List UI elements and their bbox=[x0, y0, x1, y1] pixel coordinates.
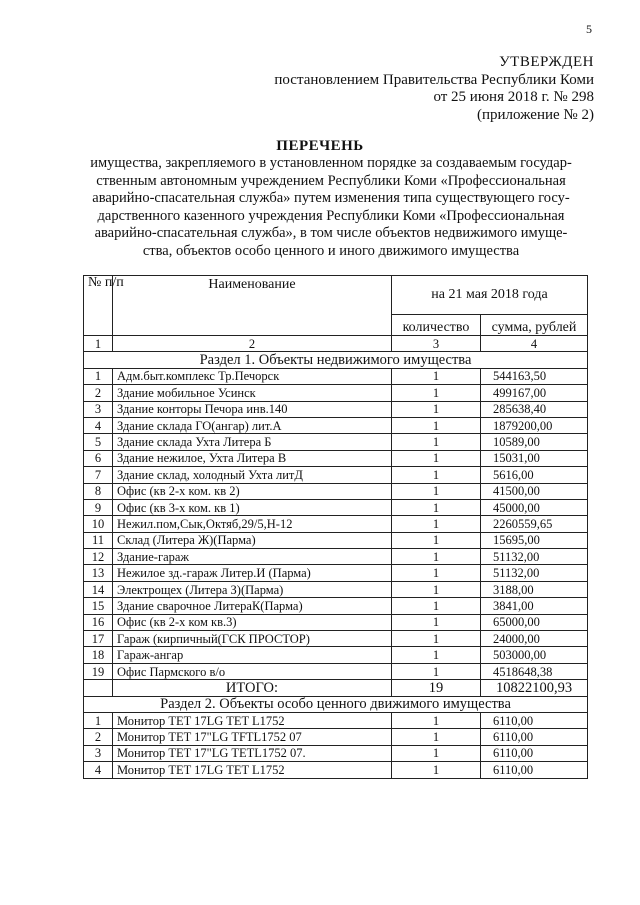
row-name: Монитор TET 17"LG TETL1752 07. bbox=[113, 745, 392, 761]
row-qty: 1 bbox=[392, 417, 481, 433]
row-sum: 51132,00 bbox=[481, 565, 588, 581]
row-name: Офис (кв 3-х ком. кв 1) bbox=[113, 499, 392, 515]
property-table-body bbox=[84, 276, 588, 779]
column-number: 1 bbox=[84, 336, 113, 352]
table-row bbox=[84, 385, 588, 401]
row-name: Здание склад, холодный Ухта литД bbox=[113, 467, 392, 483]
header-sum: сумма, рублей bbox=[481, 315, 588, 336]
row-qty: 1 bbox=[392, 712, 481, 728]
row-qty: 1 bbox=[392, 467, 481, 483]
table-row bbox=[84, 417, 588, 433]
row-sum: 41500,00 bbox=[481, 483, 588, 499]
row-name: Здание мобильное Усинск bbox=[113, 385, 392, 401]
row-qty: 1 bbox=[392, 631, 481, 647]
total-sum: 10822100,93 bbox=[481, 680, 588, 696]
header-num: № п/п bbox=[84, 276, 113, 336]
table-row bbox=[84, 467, 588, 483]
subtitle-line: дарственного казенного учреждения Республики Коми «Профессиональная bbox=[97, 207, 565, 224]
row-number: 7 bbox=[84, 467, 113, 483]
subtitle-line: имущества, закрепляемого в установленном порядке за создаваемым государ- bbox=[90, 155, 572, 171]
subtitle-line: ства, объектов особо ценного и иного движимого имущества bbox=[142, 242, 520, 259]
row-name: Офис (кв 2-х ком. кв 2) bbox=[113, 483, 392, 499]
row-name: Нежилое зд.-гараж Литер.И (Парма) bbox=[113, 565, 392, 581]
row-qty: 1 bbox=[392, 762, 481, 778]
row-sum: 1879200,00 bbox=[481, 417, 588, 433]
row-number: 12 bbox=[84, 549, 113, 565]
row-name: Нежил.пом,Сык,Октяб,29/5,Н-12 bbox=[113, 516, 392, 532]
row-qty: 1 bbox=[392, 368, 481, 384]
row-qty: 1 bbox=[392, 647, 481, 663]
table-row bbox=[84, 434, 588, 450]
table-row bbox=[84, 565, 588, 581]
table-header-row bbox=[84, 276, 588, 315]
row-sum: 45000,00 bbox=[481, 499, 588, 515]
row-sum: 15031,00 bbox=[481, 450, 588, 466]
row-number: 4 bbox=[84, 417, 113, 433]
row-number: 11 bbox=[84, 532, 113, 548]
row-name: Гараж-ангар bbox=[113, 647, 392, 663]
row-number: 1 bbox=[84, 712, 113, 728]
row-name: Адм.быт.комплекс Тр.Печорск bbox=[113, 368, 392, 384]
header-qty: количество bbox=[392, 315, 481, 336]
table-row bbox=[84, 401, 588, 417]
row-sum: 3841,00 bbox=[481, 598, 588, 614]
table-row bbox=[84, 663, 588, 679]
row-qty: 1 bbox=[392, 565, 481, 581]
row-qty: 1 bbox=[392, 729, 481, 745]
table-row bbox=[84, 368, 588, 384]
row-name: Здание склада ГО(ангар) лит.А bbox=[113, 417, 392, 433]
row-sum: 4518648,38 bbox=[481, 663, 588, 679]
row-number: 19 bbox=[84, 663, 113, 679]
table-row bbox=[84, 581, 588, 597]
row-sum: 6110,00 bbox=[481, 745, 588, 761]
row-name: Здание-гараж bbox=[113, 549, 392, 565]
table-row bbox=[84, 598, 588, 614]
column-numbers-row bbox=[84, 336, 588, 352]
table-row bbox=[84, 745, 588, 761]
table-row bbox=[84, 712, 588, 728]
row-sum: 65000,00 bbox=[481, 614, 588, 630]
row-name: Здание нежилое, Ухта Литера В bbox=[113, 450, 392, 466]
page-number: 5 bbox=[586, 22, 592, 36]
table-row bbox=[84, 631, 588, 647]
approval-status: УТВЕРЖДЕН bbox=[499, 54, 594, 70]
row-number: 2 bbox=[84, 729, 113, 745]
row-sum: 499167,00 bbox=[481, 385, 588, 401]
column-number: 3 bbox=[392, 336, 481, 352]
row-qty: 1 bbox=[392, 450, 481, 466]
table-row bbox=[84, 762, 588, 778]
row-number: 6 bbox=[84, 450, 113, 466]
row-sum: 3188,00 bbox=[481, 581, 588, 597]
row-qty: 1 bbox=[392, 532, 481, 548]
table-row bbox=[84, 549, 588, 565]
approval-date: от 25 июня 2018 г. № 298 bbox=[433, 89, 594, 105]
row-name: Монитор TET 17LG TET L1752 bbox=[113, 712, 392, 728]
row-number: 16 bbox=[84, 614, 113, 630]
row-sum: 2260559,65 bbox=[481, 516, 588, 532]
table-row bbox=[84, 516, 588, 532]
row-number: 9 bbox=[84, 499, 113, 515]
row-name: Офис (кв 2-х ком кв.3) bbox=[113, 614, 392, 630]
row-qty: 1 bbox=[392, 663, 481, 679]
row-number: 17 bbox=[84, 631, 113, 647]
row-number: 3 bbox=[84, 401, 113, 417]
row-qty: 1 bbox=[392, 598, 481, 614]
row-number: 2 bbox=[84, 385, 113, 401]
column-number: 4 bbox=[481, 336, 588, 352]
total-qty: 19 bbox=[392, 680, 481, 696]
row-number: 10 bbox=[84, 516, 113, 532]
approval-decree: постановлением Правительства Республики Коми bbox=[274, 71, 594, 88]
row-number: 3 bbox=[84, 745, 113, 761]
row-sum: 51132,00 bbox=[481, 549, 588, 565]
row-number: 15 bbox=[84, 598, 113, 614]
section-1-title: Раздел 1. Объекты недвижимого имущества bbox=[84, 352, 588, 368]
row-name: Здание сварочное ЛитераК(Парма) bbox=[113, 598, 392, 614]
row-sum: 10589,00 bbox=[481, 434, 588, 450]
approval-block bbox=[274, 54, 594, 124]
row-qty: 1 bbox=[392, 499, 481, 515]
property-table bbox=[83, 275, 588, 779]
table-row bbox=[84, 614, 588, 630]
document-title: ПЕРЕЧЕНЬ bbox=[276, 138, 364, 154]
row-name: Здание склада Ухта Литера Б bbox=[113, 434, 392, 450]
approval-appendix: (приложение № 2) bbox=[476, 106, 594, 123]
table-row bbox=[84, 647, 588, 663]
section-row bbox=[84, 352, 588, 368]
table-row bbox=[84, 729, 588, 745]
row-sum: 6110,00 bbox=[481, 762, 588, 778]
document-subtitle bbox=[66, 155, 596, 260]
header-date: на 21 мая 2018 года bbox=[392, 276, 588, 315]
row-qty: 1 bbox=[392, 549, 481, 565]
row-name: Монитор TET 17"LG TFTL1752 07 bbox=[113, 729, 392, 745]
row-name: Склад (Литера Ж)(Парма) bbox=[113, 532, 392, 548]
table-row bbox=[84, 450, 588, 466]
row-number: 18 bbox=[84, 647, 113, 663]
table-row bbox=[84, 532, 588, 548]
row-name: Здание конторы Печора инв.140 bbox=[113, 401, 392, 417]
row-sum: 6110,00 bbox=[481, 729, 588, 745]
row-number: 5 bbox=[84, 434, 113, 450]
table-row bbox=[84, 483, 588, 499]
total-row bbox=[84, 680, 588, 696]
row-qty: 1 bbox=[392, 483, 481, 499]
row-name: Электрощех (Литера З)(Парма) bbox=[113, 581, 392, 597]
row-qty: 1 bbox=[392, 581, 481, 597]
row-sum: 503000,00 bbox=[481, 647, 588, 663]
row-number: 13 bbox=[84, 565, 113, 581]
row-qty: 1 bbox=[392, 385, 481, 401]
row-sum: 5616,00 bbox=[481, 467, 588, 483]
row-sum: 15695,00 bbox=[481, 532, 588, 548]
subtitle-line: ственным автономным учреждением Республики Коми «Профессиональная bbox=[96, 172, 566, 189]
total-empty-cell bbox=[84, 680, 113, 696]
row-qty: 1 bbox=[392, 614, 481, 630]
total-label: ИТОГО: bbox=[113, 680, 392, 696]
row-qty: 1 bbox=[392, 745, 481, 761]
row-qty: 1 bbox=[392, 516, 481, 532]
section-row bbox=[84, 696, 588, 712]
subtitle-line: аварийно-спасательная служба» путем изменения типа существующего госу- bbox=[92, 190, 570, 206]
row-sum: 285638,40 bbox=[481, 401, 588, 417]
row-number: 1 bbox=[84, 368, 113, 384]
row-qty: 1 bbox=[392, 401, 481, 417]
row-sum: 544163,50 bbox=[481, 368, 588, 384]
row-number: 14 bbox=[84, 581, 113, 597]
row-name: Монитор TET 17LG TET L1752 bbox=[113, 762, 392, 778]
row-name: Гараж (кирпичный(ГСК ПРОСТОР) bbox=[113, 631, 392, 647]
table-row bbox=[84, 499, 588, 515]
column-number: 2 bbox=[113, 336, 392, 352]
row-number: 8 bbox=[84, 483, 113, 499]
row-name: Офис Пармского в/о bbox=[113, 663, 392, 679]
row-qty: 1 bbox=[392, 434, 481, 450]
subtitle-line: аварийно-спасательная служба», в том числе объектов недвижимого имуще- bbox=[94, 225, 568, 241]
header-name: Наименование bbox=[113, 276, 392, 336]
section-2-title: Раздел 2. Объекты особо ценного движимого имущества bbox=[84, 696, 588, 712]
row-sum: 6110,00 bbox=[481, 712, 588, 728]
row-sum: 24000,00 bbox=[481, 631, 588, 647]
row-number: 4 bbox=[84, 762, 113, 778]
